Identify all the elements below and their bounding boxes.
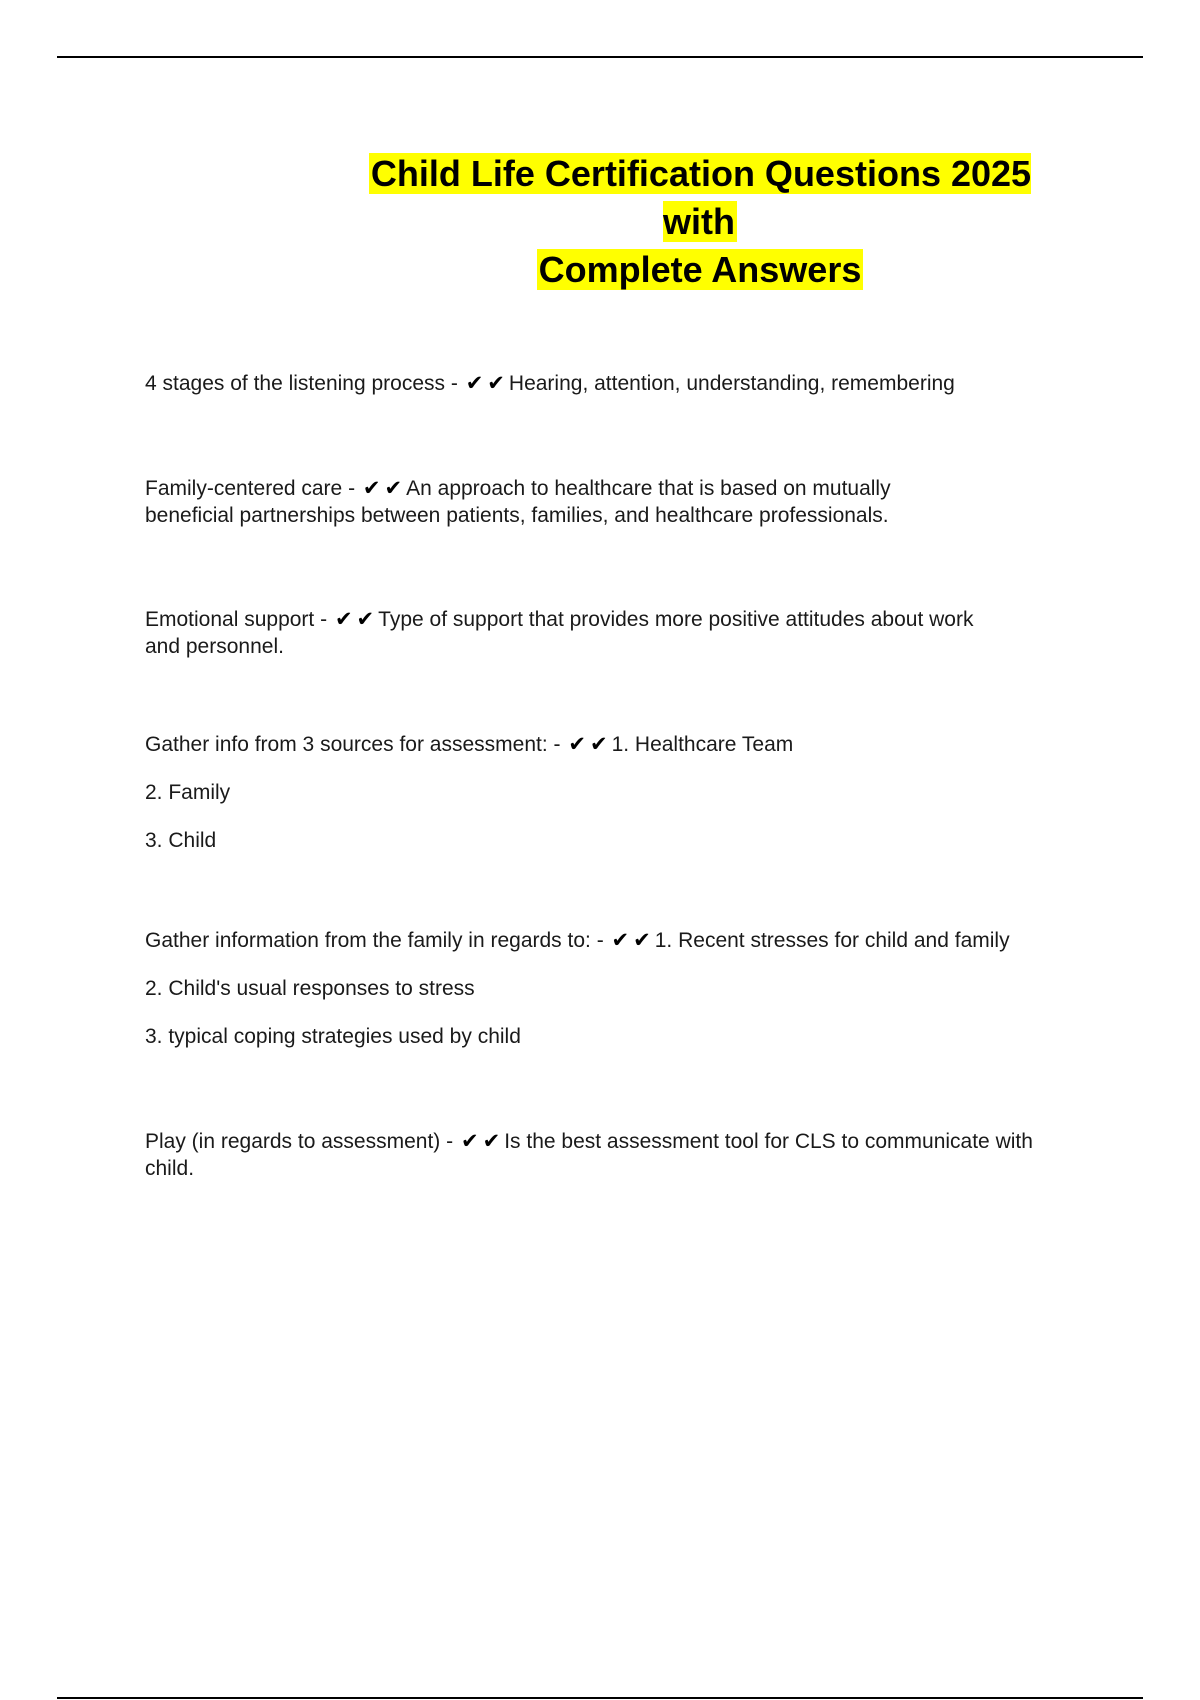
qa-line: [145, 731, 1105, 758]
check-icon: ✔: [384, 477, 403, 500]
qa-item: [145, 370, 1105, 397]
bottom-rule: [57, 1697, 1143, 1699]
qa-item: [145, 731, 1105, 854]
qa-item: [145, 475, 1105, 529]
answer-continuation: 2. Family: [145, 781, 231, 804]
answer-text: An approach to healthcare that is based on mutually beneficial partnerships between patients, families, and healthcare professionals.: [145, 477, 891, 527]
qa-item: [145, 927, 1105, 1050]
check-icon: ✔: [356, 608, 375, 631]
answer-text: Hearing, attention, understanding, remembering: [508, 372, 955, 395]
check-icon: ✔: [568, 733, 586, 756]
qa-line: [145, 927, 1105, 954]
answer-text: 1. Recent stresses for child and family: [654, 929, 1010, 952]
qa-item: [145, 606, 1105, 660]
check-icon: ✔: [611, 929, 630, 952]
separator: -: [547, 733, 567, 756]
separator: -: [314, 608, 333, 631]
separator: -: [590, 929, 610, 952]
question-text: Emotional support: [145, 608, 315, 631]
question-text: Play (in regards to assessment): [145, 1130, 441, 1153]
answer-continuation: 3. Child: [145, 829, 217, 852]
answer-continuation: 2. Child's usual responses to stress: [145, 977, 475, 1000]
answer-text: Type of support that provides more positive attitudes about work and personnel.: [145, 608, 974, 658]
qa-item: [145, 1128, 1105, 1182]
question-text: Gather info from 3 sources for assessment:: [145, 733, 548, 756]
document-title: [330, 150, 1070, 294]
question-text: Family-centered care: [145, 477, 343, 500]
question-text: 4 stages of the listening process: [145, 372, 446, 395]
check-icon: ✔: [487, 372, 505, 395]
qa-line: [145, 606, 1005, 660]
title-line-1: Child Life Certification Questions 2025 with: [370, 153, 1032, 242]
separator: -: [440, 1130, 459, 1153]
check-icon: ✔: [482, 1130, 501, 1153]
check-icon: ✔: [589, 733, 608, 756]
top-rule: [57, 56, 1143, 58]
answer-text: 1. Healthcare Team: [611, 733, 794, 756]
separator: -: [445, 372, 464, 395]
question-text: Gather information from the family in regards to:: [145, 929, 591, 952]
separator: -: [342, 477, 361, 500]
check-icon: ✔: [334, 608, 353, 631]
qa-line: [145, 1128, 1045, 1182]
answer-continuation: 3. typical coping strategies used by child: [145, 1025, 521, 1048]
qa-line: [145, 370, 1105, 397]
qa-line: [145, 475, 965, 529]
check-icon: ✔: [633, 929, 651, 952]
check-icon: ✔: [460, 1130, 479, 1153]
check-icon: ✔: [465, 372, 484, 395]
answer-text: Is the best assessment tool for CLS to communicate with child.: [145, 1130, 1033, 1180]
check-icon: ✔: [362, 477, 381, 500]
title-line-2: Complete Answers: [538, 249, 862, 290]
